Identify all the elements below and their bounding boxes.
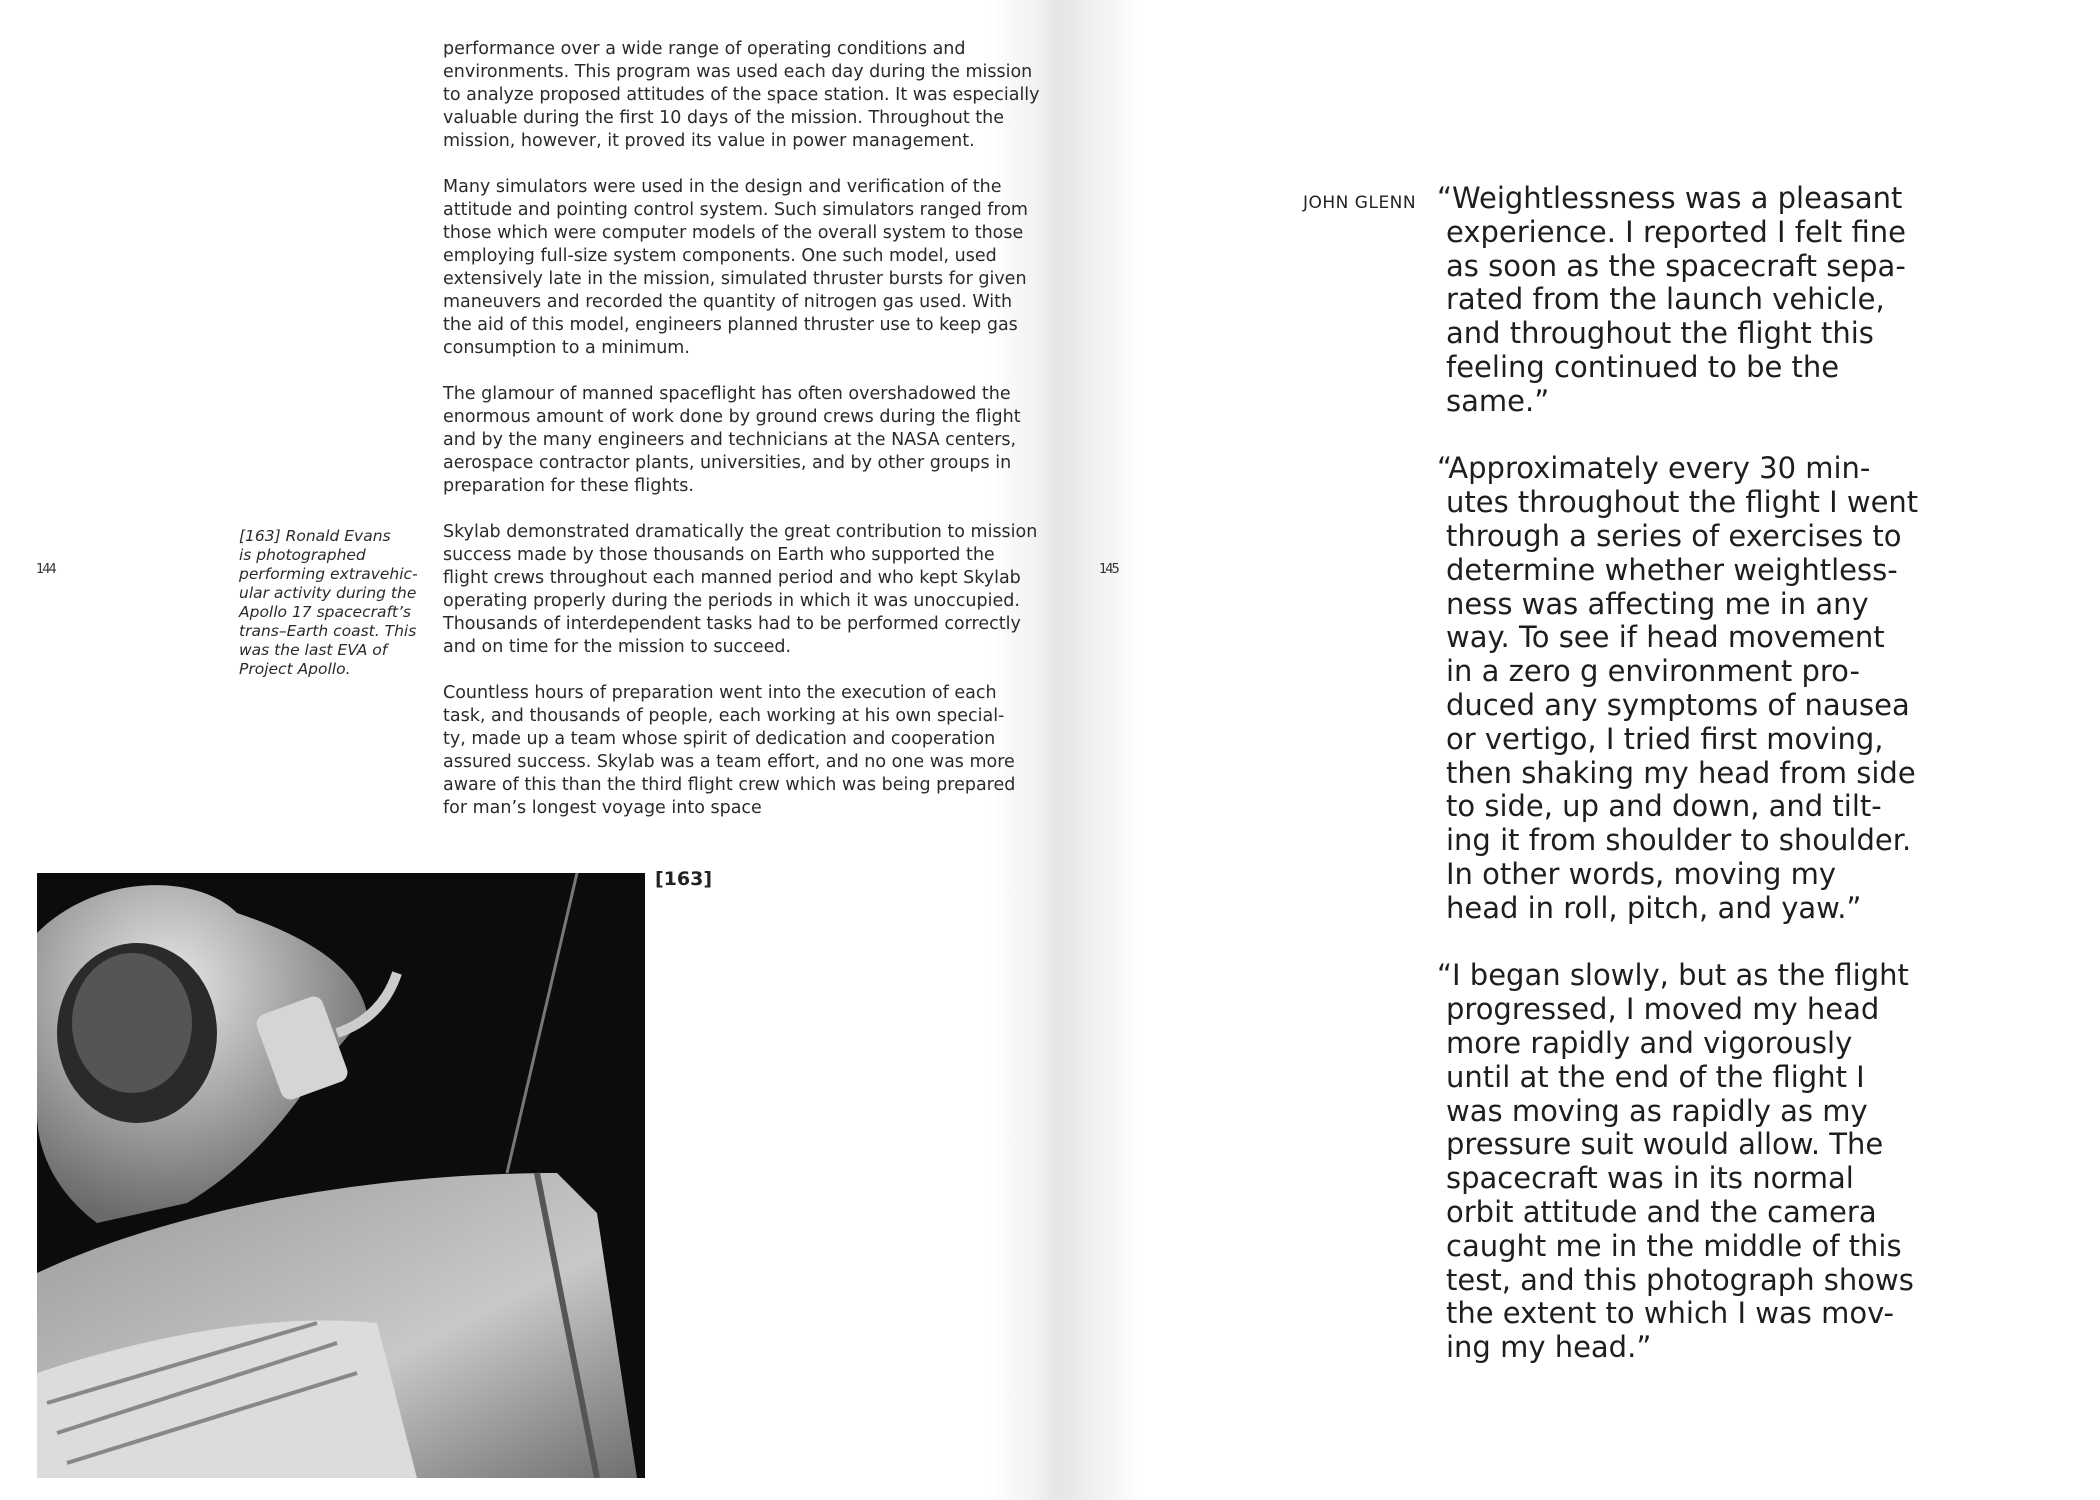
- text-line: duced any symptoms of nausea: [1446, 687, 1910, 722]
- quote-paragraph: [1437, 959, 1926, 1365]
- quote-column: [1437, 181, 1926, 1399]
- text-line: as soon as the spacecraft sepa-: [1446, 248, 1906, 283]
- body-paragraph: [443, 176, 1043, 360]
- text-line: preparation for these flights.: [443, 476, 694, 496]
- text-line: ness was affecting me in any: [1446, 586, 1869, 621]
- text-line: flight crews throughout each manned period and who kept Skylab: [443, 568, 1021, 588]
- text-line: those which were computer models of the overall system to those: [443, 223, 1024, 243]
- astronaut-eva-photo: [37, 873, 645, 1478]
- caption-line: trans–Earth coast. This: [239, 622, 417, 640]
- text-line: the aid of this model, engineers planned thruster use to keep gas: [443, 315, 1018, 335]
- text-line: Skylab demonstrated dramatically the great contribution to mission: [443, 522, 1038, 542]
- text-line: until at the end of the flight I: [1446, 1059, 1865, 1094]
- text-line: way. To see if head movement: [1446, 620, 1885, 655]
- text-line: extensively late in the mission, simulated thruster bursts for given: [443, 269, 1027, 289]
- caption-line: performing extravehic-: [239, 565, 418, 583]
- text-line: was moving as rapidly as my: [1446, 1093, 1868, 1128]
- quote-paragraph: [1437, 452, 1926, 925]
- text-line: through a series of exercises to: [1446, 518, 1902, 553]
- text-line: ing my head.”: [1446, 1330, 1652, 1365]
- text-line: then shaking my head from side: [1446, 755, 1916, 790]
- text-line: experience. I reported I felt fine: [1446, 214, 1906, 249]
- text-line: The glamour of manned spaceflight has often overshadowed the: [443, 384, 1011, 404]
- text-line: orbit attitude and the camera: [1446, 1194, 1877, 1229]
- photo-illustration: [37, 873, 645, 1478]
- text-line: and by the many engineers and technicians at the NASA centers,: [443, 430, 1017, 450]
- text-line: rated from the launch vehicle,: [1446, 282, 1885, 317]
- caption-line: [163] Ronald Evans: [239, 527, 391, 545]
- text-line: head in roll, pitch, and yaw.”: [1446, 890, 1862, 925]
- text-line: operating properly during the periods in which it was unoccupied.: [443, 591, 1020, 611]
- page-number-left: 144: [36, 562, 55, 577]
- page-number-right: 145: [1099, 562, 1118, 577]
- text-line: consumption to a minimum.: [443, 338, 690, 358]
- text-line: assured success. Skylab was a team effort, and no one was more: [443, 752, 1015, 772]
- text-line: pressure suit would allow. The: [1446, 1127, 1884, 1162]
- text-line: spacecraft was in its normal: [1446, 1161, 1854, 1196]
- text-line: same.”: [1446, 383, 1550, 418]
- text-line: Thousands of interdependent tasks had to be performed correctly: [443, 614, 1021, 634]
- text-line: to analyze proposed attitudes of the space station. It was especially: [443, 85, 1040, 105]
- text-line: environments. This program was used each day during the mission: [443, 62, 1033, 82]
- text-line: “Approximately every 30 min-: [1437, 451, 1871, 486]
- caption-line: Apollo 17 spacecraft’s: [239, 603, 411, 621]
- text-line: “I began slowly, but as the flight: [1437, 958, 1909, 993]
- text-line: to side, up and down, and tilt-: [1446, 789, 1882, 824]
- text-line: and throughout the flight this: [1446, 316, 1874, 351]
- speaker-name: JOHN GLENN: [1303, 193, 1417, 213]
- body-paragraph: [443, 682, 1043, 820]
- text-line: caught me in the middle of this: [1446, 1228, 1902, 1263]
- text-line: performance over a wide range of operating conditions and: [443, 39, 966, 59]
- figure-caption: [239, 527, 419, 679]
- text-line: progressed, I moved my head: [1446, 992, 1880, 1027]
- text-line: attitude and pointing control system. Such simulators ranged from: [443, 200, 1028, 220]
- text-line: success made by those thousands on Earth who supported the: [443, 545, 995, 565]
- text-line: “Weightlessness was a pleasant: [1437, 181, 1903, 215]
- text-line: more rapidly and vigorously: [1446, 1025, 1853, 1060]
- text-line: in a zero g environment pro-: [1446, 654, 1860, 689]
- text-line: mission, however, it proved its value in power management.: [443, 131, 975, 151]
- text-line: determine whether weightless-: [1446, 552, 1898, 587]
- text-line: aware of this than the third flight crew which was being prepared: [443, 775, 1016, 795]
- quote-paragraph: [1437, 182, 1926, 419]
- text-line: Many simulators were used in the design and verification of the: [443, 177, 1002, 197]
- text-line: utes throughout the flight I went: [1446, 485, 1919, 520]
- text-line: In other words, moving my: [1446, 856, 1837, 891]
- text-line: employing full-size system components. One such model, used: [443, 246, 997, 266]
- text-line: the extent to which I was mov-: [1446, 1296, 1894, 1331]
- text-line: valuable during the first 10 days of the mission. Throughout the: [443, 108, 1004, 128]
- caption-line: Project Apollo.: [239, 660, 351, 678]
- body-text-column: [443, 38, 1043, 843]
- text-line: ty, made up a team whose spirit of dedication and cooperation: [443, 729, 996, 749]
- text-line: test, and this photograph shows: [1446, 1262, 1914, 1297]
- text-line: and on time for the mission to succeed.: [443, 637, 792, 657]
- body-paragraph: [443, 521, 1043, 659]
- text-line: enormous amount of work done by ground crews during the flight: [443, 407, 1021, 427]
- text-line: ing it from shoulder to shoulder.: [1446, 823, 1912, 858]
- figure-label: [163]: [655, 868, 713, 890]
- caption-line: ular activity during the: [239, 584, 417, 602]
- caption-line: is photographed: [239, 546, 366, 564]
- text-line: Countless hours of preparation went into the execution of each: [443, 683, 997, 703]
- caption-line: was the last EVA of: [239, 641, 388, 659]
- text-line: task, and thousands of people, each working at his own special-: [443, 706, 1005, 726]
- body-paragraph: [443, 38, 1043, 153]
- text-line: feeling continued to be the: [1446, 349, 1840, 384]
- body-paragraph: [443, 383, 1043, 498]
- text-line: for man’s longest voyage into space: [443, 798, 762, 818]
- text-line: or vertigo, I tried first moving,: [1446, 721, 1884, 756]
- text-line: maneuvers and recorded the quantity of nitrogen gas used. With: [443, 292, 1013, 312]
- text-line: aerospace contractor plants, universities, and by other groups in: [443, 453, 1012, 473]
